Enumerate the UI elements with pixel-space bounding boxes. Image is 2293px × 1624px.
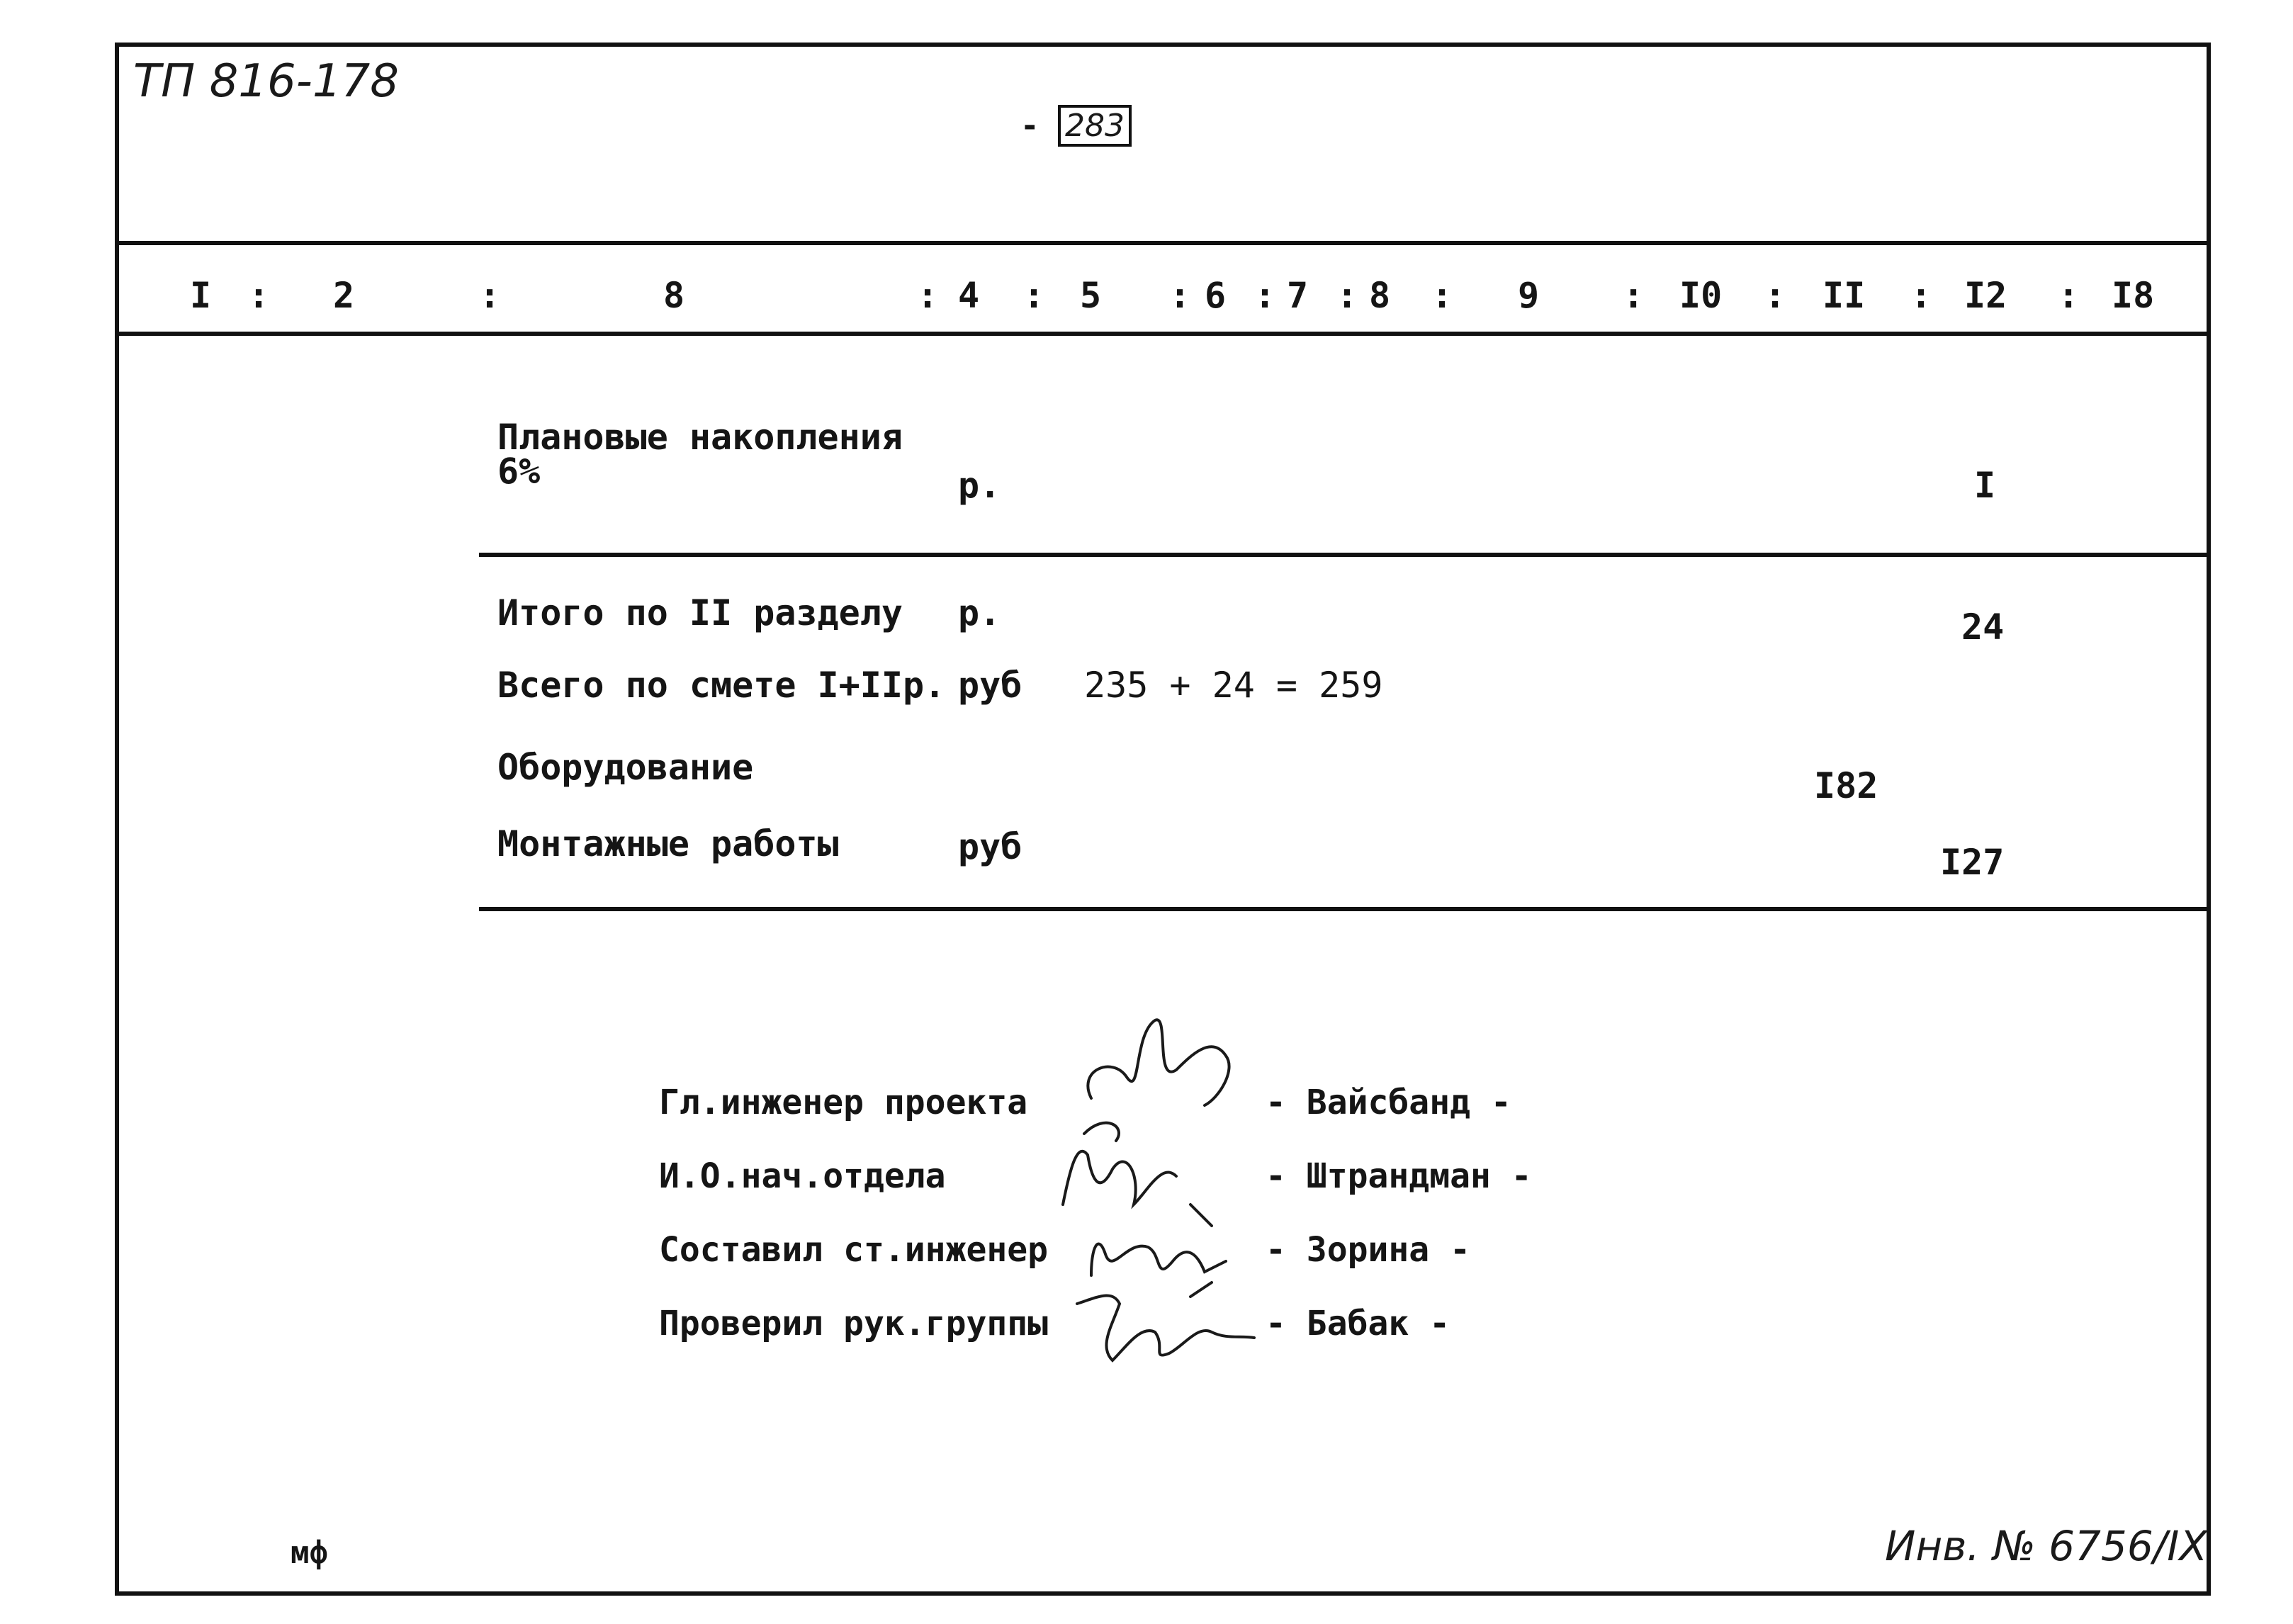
- signature-scribble-3: [1091, 1244, 1226, 1297]
- install-unit: руб: [958, 826, 1022, 867]
- col-3: 8: [663, 275, 685, 316]
- col-6: 6: [1205, 275, 1227, 316]
- planned-value: I: [1974, 465, 1996, 506]
- signature-scribble-4: [1077, 1295, 1254, 1360]
- document-code: ТП 816-178: [133, 55, 399, 108]
- page-number-box: 283: [1058, 105, 1132, 147]
- total-section-value: 24: [1961, 607, 2005, 648]
- install-value: I27: [1940, 842, 2005, 883]
- footer-mark: мф: [291, 1535, 328, 1571]
- page-number: [1020, 108, 1132, 144]
- section-rule-2: [479, 907, 2211, 911]
- col-2: 2: [333, 275, 355, 316]
- col-sep: :: [2058, 275, 2080, 316]
- signature-name-acting-head: - Штрандман -: [1266, 1156, 1532, 1196]
- header-bottom-rule: [115, 332, 2211, 336]
- planned-label-1: Плановые накопления: [497, 417, 903, 458]
- equipment-label: Оборудование: [497, 747, 754, 788]
- signature-role-compiler: Составил ст.инженер: [659, 1230, 1049, 1270]
- col-sep: :: [479, 275, 501, 316]
- total-estimate-label: Всего по смете I+IIр.: [497, 665, 946, 706]
- planned-unit: р.: [958, 465, 1001, 506]
- inventory-number: Инв. № 6756/IX: [1885, 1522, 2208, 1570]
- col-sep: :: [248, 275, 270, 316]
- col-5: 5: [1080, 275, 1102, 316]
- total-section-label: Итого по II разделу: [497, 592, 903, 633]
- frame-top: [115, 43, 2211, 47]
- col-sep: :: [1623, 275, 1645, 316]
- frame-bottom: [115, 1591, 2211, 1596]
- col-1: I: [190, 275, 212, 316]
- col-9: 9: [1518, 275, 1540, 316]
- signature-scribble-2: [1063, 1151, 1212, 1226]
- signature-name-compiler: - Зорина -: [1266, 1230, 1470, 1270]
- section-rule-1: [479, 553, 2211, 557]
- equipment-value: I82: [1814, 765, 1878, 806]
- col-sep: :: [1023, 275, 1045, 316]
- total-estimate-formula: 235 + 24 = 259: [1084, 665, 1383, 706]
- col-8: 8: [1369, 275, 1391, 316]
- col-sep: :: [1431, 275, 1453, 316]
- col-4: 4: [958, 275, 980, 316]
- frame-left: [115, 43, 119, 1596]
- col-10: I0: [1679, 275, 1723, 316]
- signature-name-chief-engineer: - Вайсбанд -: [1266, 1083, 1511, 1122]
- page-prefix: -: [1020, 108, 1040, 144]
- install-label: Монтажные работы: [497, 823, 839, 864]
- frame-right: [2207, 43, 2211, 1596]
- col-sep: :: [1169, 275, 1191, 316]
- signature-name-checker: - Бабак -: [1266, 1304, 1450, 1343]
- col-sep: :: [1336, 275, 1358, 316]
- col-11: II: [1822, 275, 1866, 316]
- col-sep: :: [1254, 275, 1276, 316]
- header-top-rule: [115, 241, 2211, 245]
- col-sep: :: [917, 275, 939, 316]
- handwritten-signatures: [1049, 992, 1261, 1375]
- col-sep: :: [1764, 275, 1786, 316]
- signature-role-checker: Проверил рук.группы: [659, 1304, 1049, 1343]
- total-estimate-unit: руб: [958, 665, 1022, 706]
- total-section-unit: р.: [958, 592, 1001, 633]
- signature-role-chief-engineer: Гл.инженер проекта: [659, 1083, 1028, 1122]
- col-13: I8: [2112, 275, 2155, 316]
- planned-label-2: 6%: [497, 451, 541, 492]
- signature-scribble-1: [1084, 1020, 1229, 1141]
- col-12: I2: [1964, 275, 2007, 316]
- signature-role-acting-head: И.О.нач.отдела: [659, 1156, 946, 1196]
- col-sep: :: [1910, 275, 1932, 316]
- col-7: 7: [1287, 275, 1309, 316]
